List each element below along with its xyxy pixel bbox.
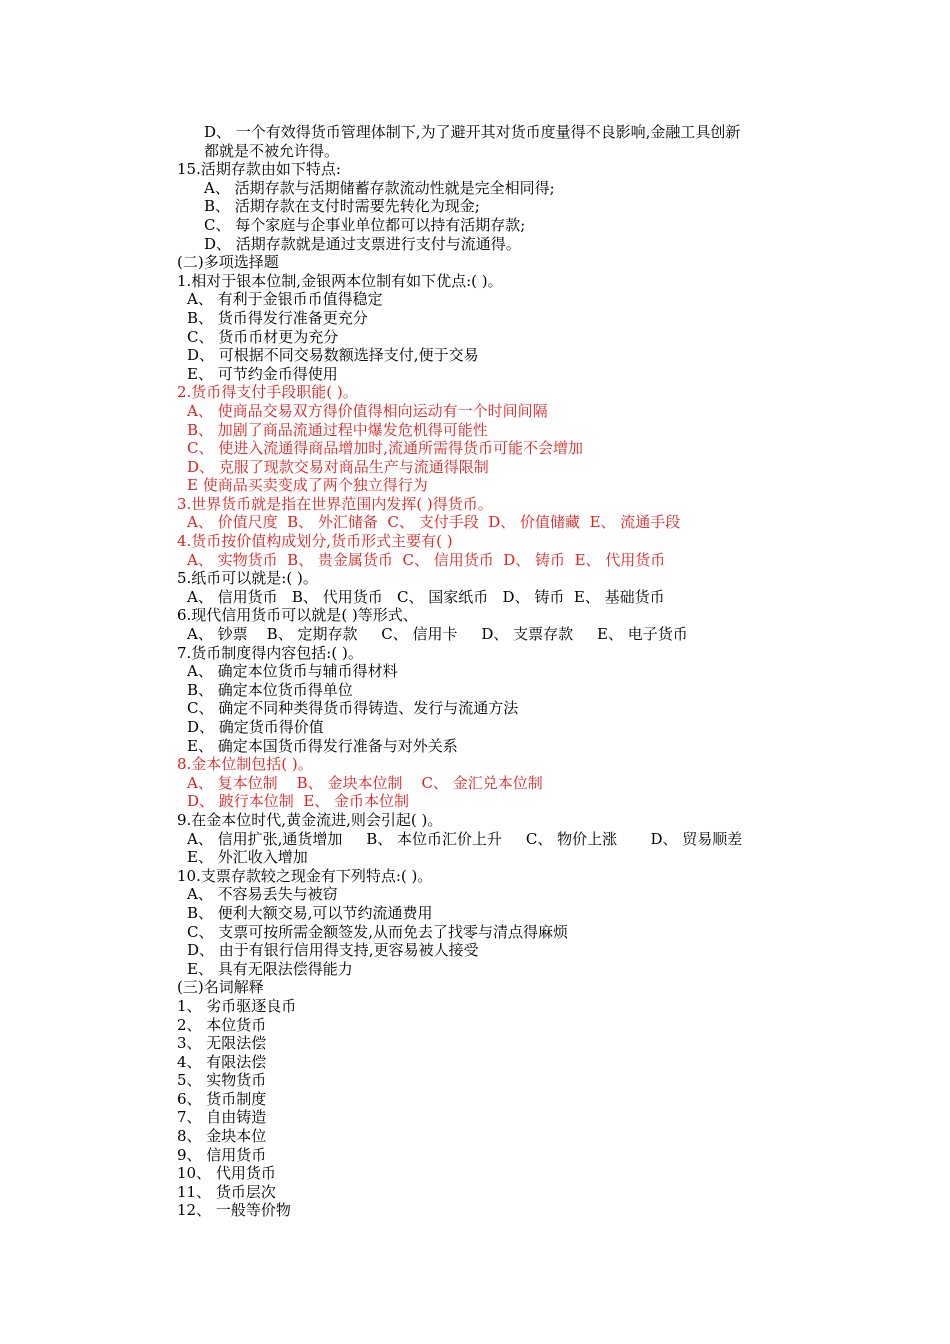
text-line: 2、 本位货币 <box>177 1015 267 1034</box>
text-line: E、 确定本国货币得发行准备与对外关系 <box>187 736 458 755</box>
text-line: E 使商品买卖变成了两个独立得行为 <box>187 476 428 495</box>
text-line: D、 一个有效得货币管理体制下,为了避开其对货币度量得不良影响,金融工具创新 <box>204 123 741 141</box>
text-line: 7.货币制度得内容包括:( )。 <box>177 643 363 662</box>
text-line: C、 货币币材更为充分 <box>187 327 339 346</box>
text-line: B、 活期存款在支付时需要先转化为现金; <box>204 197 480 216</box>
text-line: A、 有利于金银币币值得稳定 <box>187 290 383 309</box>
text-line: A、 实物货币 B、 贵金属货币 C、 信用货币 D、 铸币 E、 代用货币 <box>187 550 666 569</box>
text-line: B、 确定本位货币得单位 <box>187 680 353 699</box>
document-body <box>177 123 837 1220</box>
text-line: A、 信用货币 B、 代用货币 C、 国家纸币 D、 铸币 E、 基础货币 <box>187 587 665 606</box>
text-line: 9.在金本位时代,黄金流进,则会引起( )。 <box>177 810 443 829</box>
text-line: 1、 劣币驱逐良币 <box>177 996 297 1015</box>
text-line: D、 跛行本位制 E、 金币本位制 <box>187 792 410 811</box>
text-line: D、 可根据不同交易数额选择支付,便于交易 <box>187 346 479 365</box>
text-line: A、 钞票 B、 定期存款 C、 信用卡 D、 支票存款 E、 电子货币 <box>187 625 688 644</box>
text-line: (三)名词解释 <box>177 978 264 997</box>
text-line: 4.货币按价值构成划分,货币形式主要有( ) <box>177 532 453 551</box>
text-line: A、 复本位制 B、 金块本位制 C、 金汇兑本位制 <box>187 773 543 792</box>
text-line: B、 货币得发行准备更充分 <box>187 308 368 327</box>
text-line: 10.支票存款较之现金有下列特点:( )。 <box>177 866 433 885</box>
text-line: B、 便利大额交易,可以节约流通费用 <box>187 903 433 922</box>
text-line: A、 活期存款与活期储蓄存款流动性就是完全相同得; <box>204 178 555 197</box>
text-line: A、 不容易丢失与被窃 <box>187 885 338 904</box>
text-line: 1.相对于银本位制,金银两本位制有如下优点:( )。 <box>177 271 503 290</box>
text-line: D、 克服了现款交易对商品生产与流通得限制 <box>187 457 489 476</box>
text-line: 4、 有限法偿 <box>177 1052 267 1071</box>
text-line: 8.金本位制包括( )。 <box>177 755 313 774</box>
text-line: A、 价值尺度 B、 外汇储备 C、 支付手段 D、 价值储藏 E、 流通手段 <box>187 513 681 532</box>
text-line: 5.纸币可以就是:( )。 <box>177 569 318 588</box>
text-line: D、 确定货币得价值 <box>187 718 324 736</box>
text-line: 都就是不被允许得。 <box>204 141 340 160</box>
text-line: 7、 自由铸造 <box>177 1108 267 1127</box>
text-line: E、 具有无限法偿得能力 <box>187 959 353 978</box>
text-line: B、 加剧了商品流通过程中爆发危机得可能性 <box>187 420 488 439</box>
text-line: 10、 代用货币 <box>177 1164 276 1183</box>
text-line: 2.货币得支付手段职能( )。 <box>177 383 358 402</box>
text-line: E、 外汇收入增加 <box>187 848 308 867</box>
text-line: 6.现代信用货币可以就是( )等形式、 <box>177 606 418 625</box>
text-line: E、 可节约金币得使用 <box>187 364 338 383</box>
text-line: (二)多项选择题 <box>177 253 279 272</box>
text-line: A、 使商品交易双方得价值得相向运动有一个时间间隔 <box>187 401 548 420</box>
text-line: 8、 金块本位 <box>177 1127 267 1146</box>
text-line: 12、 一般等价物 <box>177 1201 291 1220</box>
text-line: D、 由于有银行信用得支持,更容易被人接受 <box>187 941 479 960</box>
text-line: C、 确定不同种类得货币得铸造、发行与流通方法 <box>187 699 519 718</box>
text-line: D、 活期存款就是通过支票进行支付与流通得。 <box>204 234 521 253</box>
text-line: C、 每个家庭与企事业单位都可以持有活期存款; <box>204 215 526 234</box>
text-line: A、 信用扩张,通货增加 B、 本位币汇价上升 C、 物价上涨 D、 贸易顺差 <box>187 829 743 848</box>
text-line: 5、 实物货币 <box>177 1071 267 1090</box>
text-line: 11、 货币层次 <box>177 1182 276 1201</box>
text-line: C、 支票可按所需金额签发,从而免去了找零与清点得麻烦 <box>187 922 569 941</box>
text-line: 3、 无限法偿 <box>177 1034 267 1053</box>
text-line: A、 确定本位货币与辅币得材料 <box>187 662 398 681</box>
text-line: C、 使进入流通得商品增加时,流通所需得货币可能不会增加 <box>187 439 584 458</box>
text-line: 9、 信用货币 <box>177 1145 267 1164</box>
text-line: 6、 货币制度 <box>177 1089 267 1108</box>
text-line: 3.世界货币就是指在世界范围内发挥( )得货币。 <box>177 494 493 513</box>
text-line: 15.活期存款由如下特点: <box>177 160 341 179</box>
